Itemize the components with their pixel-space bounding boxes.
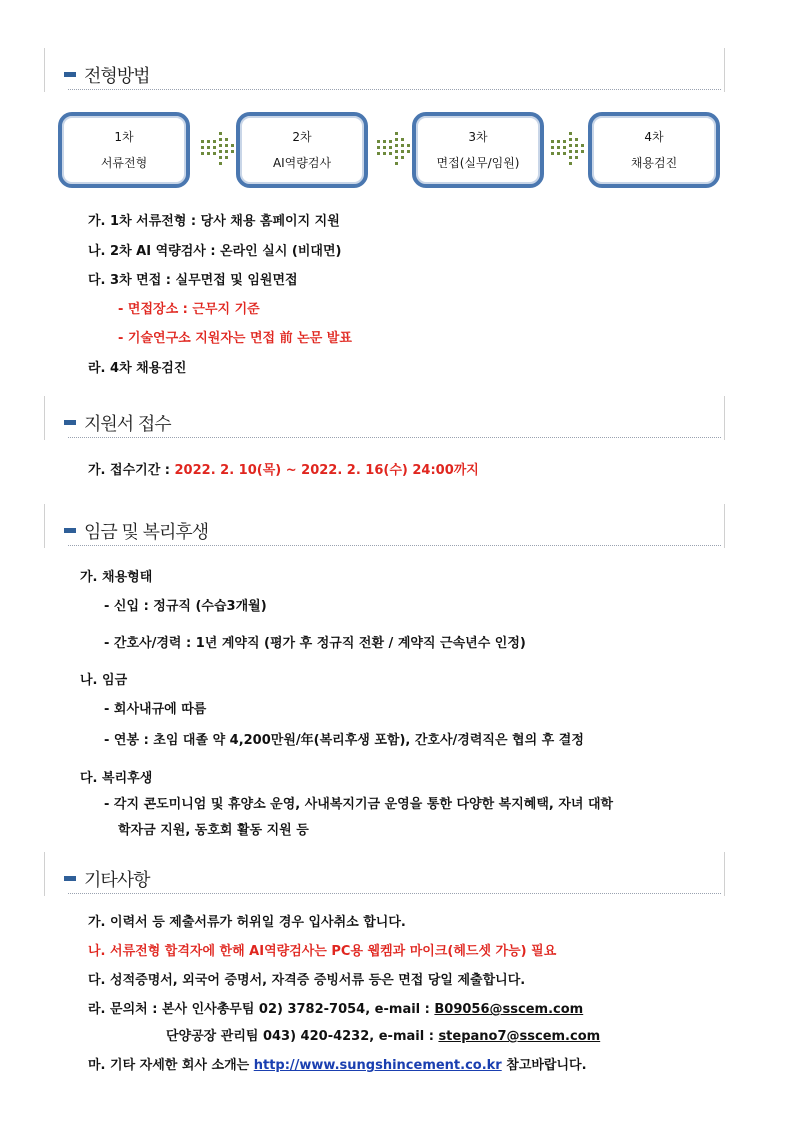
section-marker <box>64 72 76 77</box>
contact-plant-label: 단양공장 관리팀 043) 420-4232, e-mail : <box>166 1029 439 1044</box>
process-item-ga: 가. 1차 서류전형 : 당사 채용 홈페이지 지원 <box>88 214 340 229</box>
section-marker <box>64 528 76 533</box>
salary-item-ga: 가. 채용형태 <box>80 570 153 585</box>
welfare-line-2: 학자금 지원, 동호회 활동 지원 등 <box>118 823 309 838</box>
stage-name: 면접(실무/임원) <box>436 156 520 170</box>
salary-policy: - 회사내규에 따름 <box>104 702 207 717</box>
section-title-salary: 임금 및 복리후생 <box>84 522 209 543</box>
stage-step: 3차 <box>468 130 488 144</box>
section-header-application <box>44 396 725 440</box>
misc-item-na: 나. 서류전형 합격자에 한해 AI역량검사는 PC용 웹켐과 마이크(헤드셋 가능) 필요 <box>88 944 557 959</box>
contact-hq-label: 라. 문의처 : 본사 인사총무팀 02) 3782-7054, e-mail : <box>88 1002 435 1017</box>
stage-step: 1차 <box>114 130 134 144</box>
company-info-prefix: 마. 기타 자세한 회사 소개는 <box>88 1058 254 1073</box>
misc-item-ga: 가. 이력서 등 제출서류가 허위일 경우 입사취소 합니다. <box>88 915 406 930</box>
application-period-label: 가. 접수기간 : <box>88 463 175 478</box>
stage-3-box <box>412 112 544 188</box>
company-info <box>88 1054 587 1073</box>
contact-plant-email[interactable]: stepano7@sscem.com <box>438 1029 601 1044</box>
process-item-ra: 라. 4차 채용검진 <box>88 361 187 376</box>
welfare-line-1: - 각지 콘도미니엄 및 휴양소 운영, 사내복지기금 운영을 통한 다양한 복지혜택, 자녀 대학 <box>104 797 614 812</box>
section-marker <box>64 420 76 425</box>
stage-4-box <box>588 112 720 188</box>
chevron-right-icon <box>375 128 413 170</box>
stage-step: 2차 <box>292 130 312 144</box>
section-header-process <box>44 48 725 92</box>
company-info-suffix: 참고바랍니다. <box>501 1058 587 1073</box>
salary-annual: - 연봉 : 초임 대졸 약 4,200만원/年(복리후생 포함), 간호사/경력직은 협의 후 결정 <box>104 733 584 748</box>
salary-experienced: - 간호사/경력 : 1년 계약직 (평가 후 정규직 전환 / 계약직 근속년수 인정) <box>104 636 526 651</box>
section-title-application: 지원서 접수 <box>84 414 171 435</box>
application-period <box>88 459 479 478</box>
contact-hq <box>88 998 583 1017</box>
section-title-process: 전형방법 <box>84 66 150 87</box>
stage-2-box <box>236 112 368 188</box>
stage-1-box <box>58 112 190 188</box>
research-presentation-note: - 기술연구소 지원자는 면접 前 논문 발표 <box>118 331 352 346</box>
salary-newcomer: - 신입 : 정규직 (수습3개월) <box>104 599 267 614</box>
section-header-salary <box>44 504 725 548</box>
salary-item-da: 다. 복리후생 <box>80 771 153 786</box>
stage-name: AI역량검사 <box>272 156 332 170</box>
section-title-misc: 기타사항 <box>84 870 150 891</box>
application-period-value: 2022. 2. 10(목) ~ 2022. 2. 16(수) 24:00까지 <box>174 463 479 478</box>
salary-item-na: 나. 임금 <box>80 673 128 688</box>
process-item-da: 다. 3차 면접 : 실무면접 및 임원면접 <box>88 273 298 288</box>
chevron-right-icon <box>199 128 237 170</box>
process-item-na: 나. 2차 AI 역량검사 : 온라인 실시 (비대면) <box>88 244 342 259</box>
contact-hq-email[interactable]: B09056@sscem.com <box>434 1002 584 1017</box>
stage-name: 서류전형 <box>100 156 148 170</box>
stage-name: 채용검진 <box>630 156 678 170</box>
misc-item-da: 다. 성적증명서, 외국어 증명서, 자격증 증빙서류 등은 면접 당일 제출합니다. <box>88 973 526 988</box>
stage-step: 4차 <box>644 130 664 144</box>
contact-plant <box>166 1025 600 1044</box>
section-marker <box>64 876 76 881</box>
company-website-link[interactable]: http://www.sungshincement.co.kr <box>253 1058 502 1073</box>
interview-location-note: - 면접장소 : 근무지 기준 <box>118 302 260 317</box>
section-header-misc <box>44 852 725 896</box>
chevron-right-icon <box>549 128 587 170</box>
